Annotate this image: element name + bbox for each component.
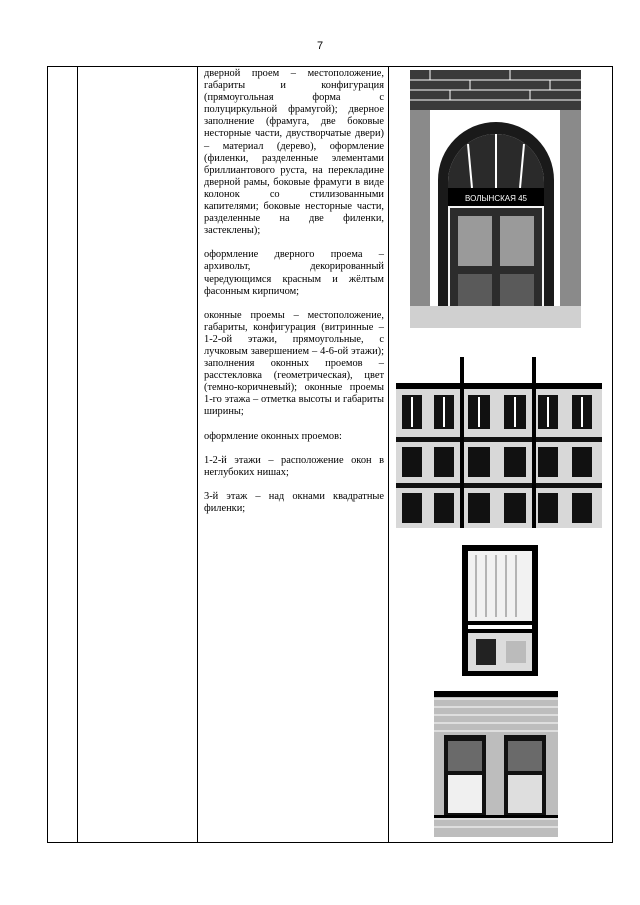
paragraph-door-opening: дверной проем – местоположение, габариты и конфигурация (прямоугольная форма с полуциркульной фрамугой); дверное заполнение (фрамуга, две боковые несторные части, двустворчатые двери) – материал (дерево), оформление (филенки, разделенные элементами бриллиантового руста, на перекладине дверной рамы, боковые фрамуги в виде колонок со стилизованными капителями; боковые несторные части, разделенные на две филенки, застеклены);: [204, 68, 384, 237]
table-column-divider-2: [197, 66, 198, 843]
paragraph-floors-1-2: 1-2-й этажи – расположение окон в неглубоких нишах;: [204, 454, 384, 478]
table-border-top: [47, 66, 613, 67]
entrance-sign-text: ВОЛЫНСКАЯ 45: [465, 194, 527, 203]
page-number: 7: [316, 40, 324, 52]
paragraph-door-decoration: оформление дверного проема – архивольт, декорированный чередующимся красным и жёлтым фасонным кирпичом;: [204, 249, 384, 297]
paragraph-floor-3: 3-й этаж – над окнами квадратные филенки;: [204, 490, 384, 514]
table-border-left: [47, 66, 48, 843]
table-column-divider-3: [388, 66, 389, 843]
table-border-bottom: [47, 842, 613, 843]
protected-features-cell: [204, 68, 384, 515]
paragraph-window-decoration-heading: оформление оконных проемов:: [204, 430, 342, 442]
photo-window-detail: [462, 545, 538, 676]
table-column-divider-1: [77, 66, 78, 843]
photo-facade-upper-floors: [396, 357, 602, 528]
photo-entrance-door: [410, 70, 581, 328]
paragraph-window-openings: оконные проемы – местоположение, габариты, конфигурация (витринные – 1-2-ой этажи, прямоугольные, с лучковым завершением – 4-6-ой этажи); заполнения оконных проемов – расстекловка (геометрическая), цвет (темно-коричневый); оконные проемы 1-го этажа – отметка высоты и габариты ширины;: [204, 309, 384, 418]
photo-brick-facade-windows: [434, 691, 558, 837]
table-border-right: [612, 66, 613, 843]
